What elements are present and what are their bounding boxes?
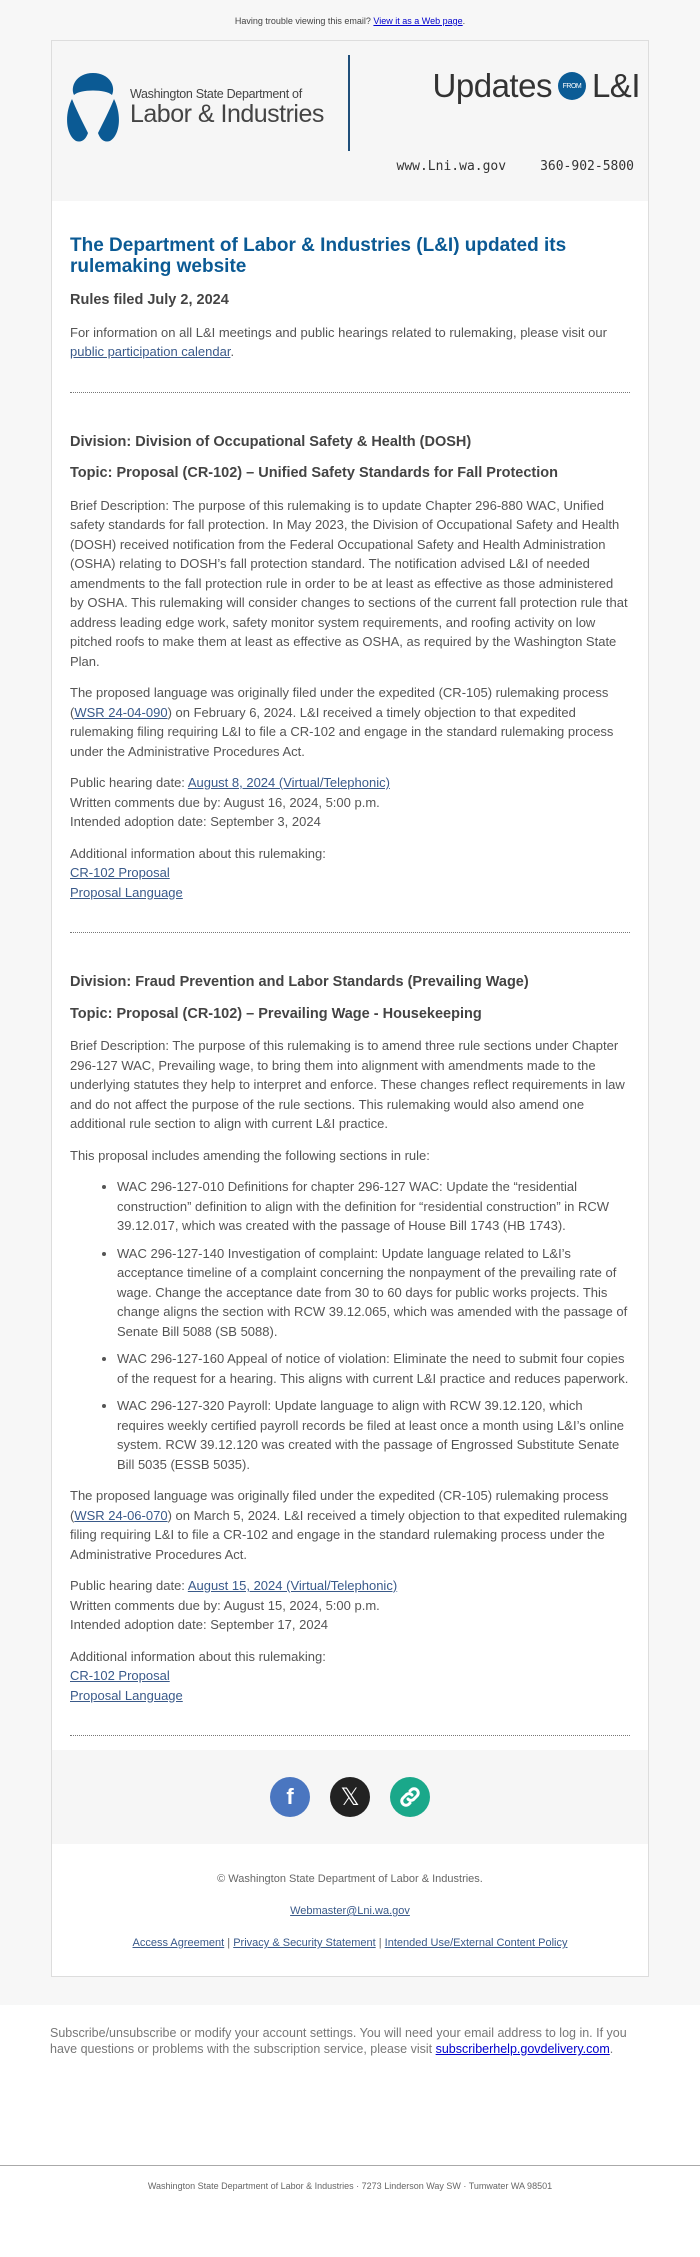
wsr-link[interactable]: WSR 24-04-090 [74,704,168,720]
website-text: www.Lni.wa.gov [396,159,507,174]
list-item: • WAC 296-127-140 Investigation of complaint: Update language related to L&I’s acceptance timeline of a complaint concerning the nonpayment of the prevailing rate of wage. Change the acceptance date from 30 to 60 days for public works projects. This change aligns the section with RCW 39.12.065, which was amended with the passage of Senate Bill 5088 (SB 5088). [117,1244,630,1342]
preheader-text: Having trouble viewing this email? [234,16,374,26]
updates-text: Updates [432,67,552,104]
list-intro: This proposal includes amending the following sections in rule: [70,1147,430,1163]
intro-text-body: For information on all L&I meetings and public hearings related to rulemaking, please visit our [70,324,607,340]
list-item: • WAC 296-127-320 Payroll: Update language to align with RCW 39.12.120, which requires weekly certified payroll records be filed at least once a month using L&I’s online system. RCW 39.12.120 was created with the passage of Engrossed Substitute Senate Bill 5035 (ESSB 5035). [117,1396,630,1474]
email-content [52,201,648,1736]
header-divider [348,55,350,151]
preheader [0,16,700,26]
separator: | [375,1937,385,1949]
division-heading: Division: Division of Occupational Safety & Health (DOSH) [70,433,472,450]
wsr-link[interactable]: WSR 24-06-070 [74,1507,168,1523]
filing-text-after: ) on March 5, 2024. L&I received a timely objection to that expedited rulemaking filing requiring L&I to file a CR-102 and engage in the standard rulemaking process under the Administrative Procedures Act. [70,1507,628,1562]
brief-description: Brief Description: The purpose of this rulemaking is to update Chapter 296-880 WAC, Unified safety standards for fall protection. In May 2023, the Division of Occupational Safety and Health (DOSH) received notification from the Federal Occupational Safety and Health Administration (OSHA) relating to DOSH’s fall protection standard. The notification advised L&I of needed amendments to the fall protection rule in order to be at least as effective as those administered by OSHA. This rulemaking will consider changes to sections of the current fall protection rule that address leading edge work, safety monitor system requirements, and roofing activity on low pitched roofs to make them at least as effective as OSHA, as required by the Washington State Plan. [70,497,628,669]
address-footer [0,2165,700,2191]
logo-line1: Washington State Department of [130,87,302,101]
subscribe-after: . [609,2042,614,2056]
filing-text: The proposed language was originally filed under the expedited (CR-105) rulemaking process ( [70,1488,609,1523]
subscriber-help-link[interactable]: subscriberhelp.govdelivery.com [435,2042,610,2056]
intended-use-policy-link[interactable]: Intended Use/External Content Policy [384,1937,568,1949]
proposal-language-link[interactable]: Proposal Language [70,884,183,900]
logo-line2: Labor & Industries [130,100,324,128]
privacy-statement-link[interactable]: Privacy & Security Statement [233,1937,376,1949]
social-bar [52,1750,648,1844]
additional-info [70,844,630,903]
list-item: • WAC 296-127-160 Appeal of notice of violation: Eliminate the need to submit four copies of the request for a hearing. This aligns with current L&I practice and reduces paperwork. [117,1349,630,1388]
intro-text [70,323,630,362]
rule-section-prevailing-wage [70,973,630,1705]
filing-text: The proposed language was originally filed under the expedited (CR-105) rulemaking process ( [70,685,609,720]
comments-due: Written comments due by: August 15, 2024, 5:00 p.m. [70,1597,380,1613]
hearing-date-link[interactable]: August 15, 2024 (Virtual/Telephonic) [187,1578,398,1593]
hearing-label: Public hearing date: [70,1578,188,1593]
facebook-icon[interactable]: f [270,1777,310,1817]
email-footer [52,1844,648,1976]
lni-text: L&I [591,67,640,104]
rule-section-dosh [70,433,630,903]
hearing-date-link[interactable]: August 8, 2024 (Virtual/Telephonic) [187,775,390,790]
divider [70,932,630,933]
view-web-page-link[interactable]: View it as a Web page [373,16,463,26]
phone-text: 360-902-5800 [540,159,634,174]
division-heading: Division: Fraud Prevention and Labor Standards (Prevailing Wage) [70,974,529,990]
hearing-label: Public hearing date: [70,775,188,790]
filing-paragraph [70,683,630,761]
adoption-date: Intended adoption date: September 3, 2024 [70,814,321,829]
filing-paragraph [70,1486,630,1564]
subscription-notice [0,2005,700,2165]
preheader-after: . [462,16,466,26]
updates-from-lni [433,67,640,105]
topic-heading: Topic: Proposal (CR-102) – Prevailing Wage - Housekeeping [70,1005,482,1022]
separator: | [224,1937,234,1949]
public-participation-calendar-link[interactable]: public participation calendar [70,344,231,359]
list-item: • WAC 296-127-010 Definitions for chapter 296-127 WAC: Update the “residential construction” definition to align with the definition for “residential construction” in RCW 39.12.017, which was created with the passage of House Bill 1743 (HB 1743). [117,1177,630,1236]
access-agreement-link[interactable]: Access Agreement [132,1937,225,1949]
additional-label: Additional information about this rulemaking: [70,1648,326,1664]
additional-label: Additional information about this rulemaking: [70,845,326,861]
lni-logo[interactable] [64,69,324,145]
rule-sections-list [117,1177,630,1474]
email-container [51,40,649,1977]
intro-after: . [230,344,235,359]
lni-logo-icon [64,69,122,145]
from-badge: FROM [558,72,586,100]
dates [70,773,630,832]
adoption-date: Intended adoption date: September 17, 2024 [70,1617,329,1632]
proposal-language-link[interactable]: Proposal Language [70,1687,183,1703]
comments-due: Written comments due by: August 16, 2024, 5:00 p.m. [70,794,380,810]
rules-filed-date: Rules filed July 2, 2024 [70,292,229,308]
divider [70,1735,630,1736]
dates [70,1576,630,1635]
topic-heading: Topic: Proposal (CR-102) – Unified Safety Standards for Fall Protection [70,465,558,481]
brief-description: Brief Description: The purpose of this rulemaking is to amend three rule sections under Chapter 296-127 WAC, Prevailing wage, to bring them into alignment with amendments made to the underlying statutes they help to interpret and enforce. These changes reflect requirements in law and do not affect the purpose of the rule sections. This rulemaking would also amend one additional rule section to align with current L&I practice. [70,1038,625,1131]
page-title: The Department of Labor & Industries (L&I) updated its rulemaking website [70,235,567,277]
email-header [52,41,648,201]
subscribe-text: Subscribe/unsubscribe or modify your account settings. You will need your email address to log in. If you have questions or problems with the subscription service, please visit [50,2026,627,2056]
copyright: © Washington State Department of Labor & Industries. [217,1873,483,1885]
mailing-address: Washington State Department of Labor & Industries · 7273 Linderson Way SW · Tumwater WA 98501 [147,2181,553,2191]
link-icon[interactable] [390,1777,430,1817]
x-twitter-icon[interactable]: 𝕏 [330,1777,370,1817]
divider [70,392,630,393]
cr102-proposal-link[interactable]: CR-102 Proposal [70,1668,170,1683]
header-contact [397,159,635,174]
filing-text-after: ) on February 6, 2024. L&I received a timely objection to that expedited rulemaking filing requiring L&I to file a CR-102 and engage in the standard rulemaking process under the Administrative Procedures Act. [70,704,614,759]
additional-info [70,1647,630,1706]
cr102-proposal-link[interactable]: CR-102 Proposal [70,865,170,880]
webmaster-email-link[interactable]: Webmaster@Lni.wa.gov [290,1905,410,1917]
